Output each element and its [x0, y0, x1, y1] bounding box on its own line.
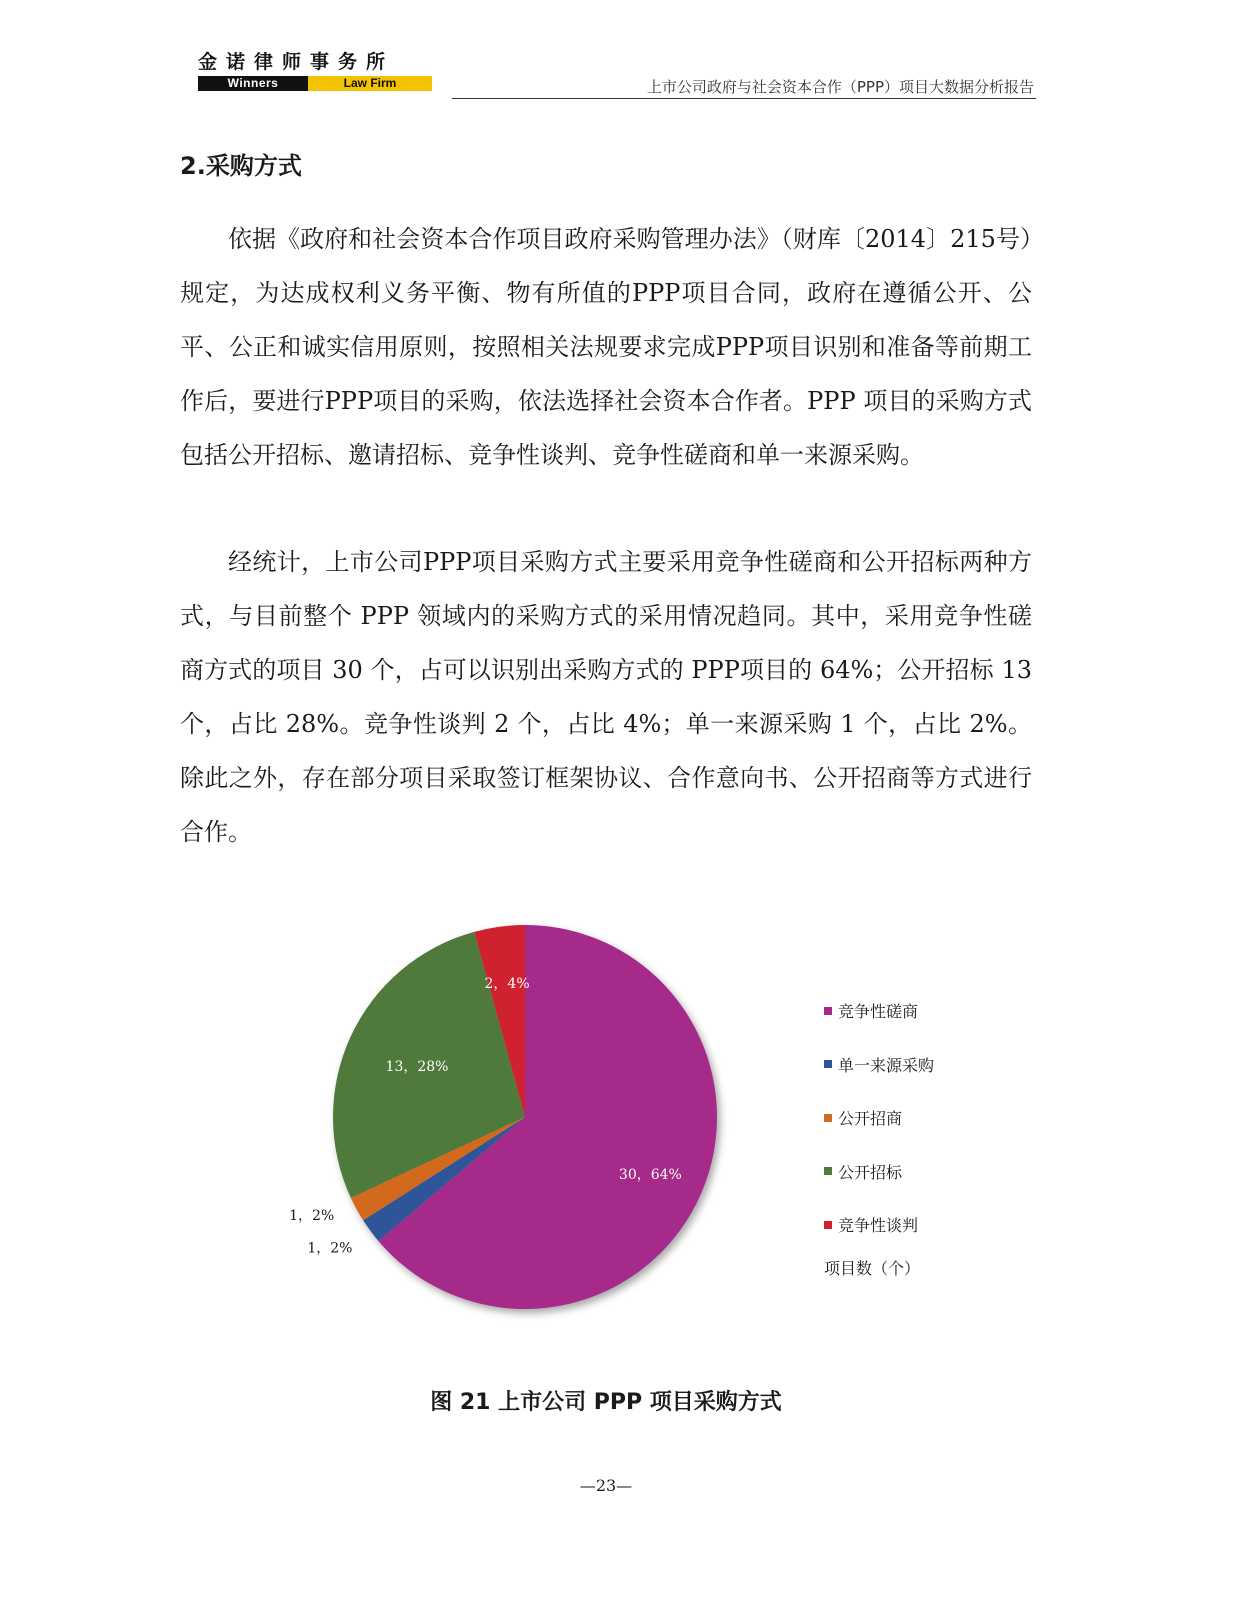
logo-chinese-name: 金诺律师事务所	[198, 51, 395, 73]
logo-english-left: Winners	[198, 76, 308, 91]
legend-swatch	[824, 1060, 832, 1068]
legend-swatch	[824, 1221, 832, 1229]
pie-data-label-1: 30，64%	[618, 1167, 682, 1184]
pie-chart	[289, 900, 760, 1340]
header-divider	[452, 98, 1036, 99]
legend-swatch	[824, 1167, 832, 1175]
chart-legend	[824, 984, 934, 1279]
paragraph-procurement-rules: 依据《政府和社会资本合作项目政府采购管理办法》（财库〔2014〕215号）规定，为达成权利义务平衡、物有所值的PPP项目合同，政府在遵循公开、公平、公正和诚实信用原则，按照相关法规要求完成PPP项目识别和准备等前期工作后，要进行PPP项目的采购，依法选择社会资本合作者。PPP 项目的采购方式包括公开招标、邀请招标、竞争性谈判、竞争性磋商和单一来源采购。	[180, 225, 1032, 469]
legend-swatch	[824, 1114, 832, 1122]
legend-label: 竞争性谈判	[838, 1216, 919, 1236]
pie-data-label-4: 13，28%	[385, 1058, 449, 1075]
pie-data-label-5: 2，4%	[484, 975, 530, 992]
report-title: 上市公司政府与社会资本合作（PPP）项目大数据分析报告	[646, 78, 1034, 96]
legend-title: 项目数（个）	[824, 1258, 921, 1278]
pie-data-label-2: 1，2%	[307, 1240, 353, 1257]
legend-item-2	[824, 1038, 934, 1092]
logo-english-right: Law Firm	[308, 76, 432, 91]
legend-item-1	[824, 984, 934, 1038]
section-heading: 2.采购方式	[180, 152, 302, 180]
figure-caption: 图 21 上市公司 PPP 项目采购方式	[430, 1390, 782, 1415]
firm-logo	[198, 50, 432, 91]
paragraph-statistics: 经统计，上市公司PPP项目采购方式主要采用竞争性磋商和公开招标两种方式，与目前整个 PPP 领域内的采购方式的采用情况趋同。其中，采用竞争性磋商方式的项目 30 个，占可以识别出采购方式的 PPP项目的 64%；公开招标 13 个，占比 28%。竞争性谈判 2 个，占比 4%；单一来源采购 1 个，占比 2%。除此之外，存在部分项目采取签订框架协议、合作意向书、公开招商等方式进行合作。	[180, 548, 1032, 846]
pie-data-label-3: 1，2%	[289, 1208, 335, 1225]
legend-swatch	[824, 1007, 832, 1015]
legend-label: 竞争性磋商	[838, 1002, 919, 1022]
legend-label: 单一来源采购	[838, 1055, 935, 1075]
page-number: —23—	[579, 1476, 633, 1495]
legend-item-5	[824, 1198, 934, 1252]
legend-item-3	[824, 1091, 934, 1145]
legend-label: 公开招商	[838, 1109, 903, 1129]
logo-bar	[198, 76, 432, 91]
legend-label: 公开招标	[838, 1162, 903, 1182]
legend-item-4	[824, 1145, 934, 1199]
